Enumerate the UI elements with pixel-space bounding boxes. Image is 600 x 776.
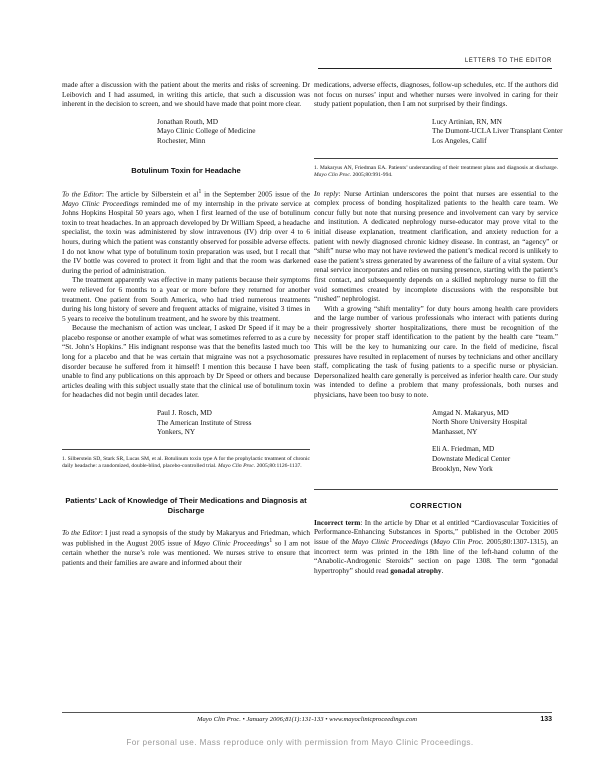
letter-paragraph: To the Editor: I just read a synopsis of the study by Makaryus and Friedman, which was published in the August 2005 issue of Mayo Clinic Proceedings$^1$ so I am not certain whether the nurse’s role was mentioned. We nurses strive to ensure that patients and their families are aware and informed about their [62,527,310,568]
letter-paragraph: To the Editor: The article by Silberstein et $al^1$ in the September 2005 issue of the Mayo Clinic Proceedings reminded me of my internship in the private service at Johns Hopkins Hospital 50 years ago, when I first learned of the use of botulinum toxin to treat headaches. In an approach developed by Dr William Speed, a headache specialist, the toxin was administered by slow intravenous (IV) drip over 4 to 6 hours, during which the patient was constantly observed for possible adverse effects. I do not know what type of botulinum toxin preparation was used, but I recall that the IV bottle was covered to protect it from light and that the room was darkened during the period of administration. [62,188,310,275]
footer-rule [62,712,552,713]
reference-rule [62,449,310,450]
signature-name: Jonathan Routh, MD [157,116,219,126]
reference-item: 1. Makaryus AN, Friedman EA. Patients’ understanding of their treatment plans and diagnosis at discharge. Mayo Clin Proc. 2005;80:991-994. [314,164,558,178]
signature-location: Los Angeles, Calif [432,135,487,145]
letter-paragraph: The treatment apparently was effective in many patients because their symptoms were relieved for 6 months to a year or more before they returned for another treatment. One patient from South America, who had tried numerous treatments during his long history of severe and frequent attacks of migraine, visited 3 times in 5 years to receive the botulinum treatment, and he swore by this treatment. [62,275,310,323]
signature-affiliation: The American Institute of Stress [157,417,252,427]
correction-rule [314,489,558,490]
signature-location: Brooklyn, New York [432,463,493,473]
journal-name: Mayo Clinic Proceedings [62,198,139,208]
signature-affiliation: North Shore University Hospital [432,417,528,427]
signature-location: Manhasset, NY [432,426,478,436]
signature-name: Paul J. Rosch, MD [157,408,212,418]
signature-artinian [432,116,563,146]
signature-routh [157,117,310,146]
page-footer [62,716,552,723]
correction-lead: Incorrect term [314,517,361,527]
signature-location: Yonkers, NY [157,427,196,437]
signature-name: Amgad N. Makaryus, MD [432,407,509,417]
signature-name: Eli A. Friedman, MD [432,444,495,454]
right-column [314,80,563,575]
continued-paragraph: medications, adverse effects, diagnoses, follow-up schedules, etc. If the authors did not focus on nurses’ input and whether nurses were involved in caring for their study patient population, then I am not surprised by their findings. [314,80,558,109]
page-number: 133 [540,716,552,723]
reply-lead: In reply [314,188,339,198]
citation-superscript: 1 [198,188,202,195]
signature-name: Lucy Artinian, RN, MN [432,116,502,126]
reference-item: 1. Silberstein SD, Stark SR, Lucas SM, et al. Botulinum toxin type A for the prophylactic treatment of chronic daily headache: a randomized, double-blind, placebo-controlled trial. Mayo Clin Proc. 2005;80:1126-1137. [62,455,310,469]
salutation: To the Editor [62,188,102,198]
reference-rule [314,158,558,159]
usage-watermark: For personal use. Mass reproduce only with permission from Mayo Clinic Proceedings. [126,738,474,747]
signature-friedman [432,444,558,473]
footer-citation: Mayo Clin Proc. • January 2006;81(1):131-133 • www.mayoclinicproceedings.com [196,716,418,723]
letter-title-botulinum: Botulinum Toxin for Headache [131,165,241,175]
reply-paragraph: In reply: Nurse Artinian underscores the point that nurses are essential to the complex process of bonding hospitalized patients to the health care team. We concur fully but note that nursing presence and involvement can vary by service and institution. A dedicated nephrology nurse-educator may prove vital to the initial disease explanation, treatment clarification, and anxiety reduction for a patient with newly diagnosed chronic kidney disease. In contrast, an “agency” or “shift” nurse who may not have reviewed the patient’s medical record is unlikely to ease the patient’s stress generated by awareness of the failure of a vital system. Our renal service incorporates and relies on nursing presence, starting with the patient’s first contact, and subsequently depends on a skilled nephrology nurse to fill the void sometimes created by incomplete discussions with the responsible but “rushed” nephrologist. [314,188,558,304]
correction-title: CORRECTION [409,503,463,511]
left-column [62,80,310,568]
journal-name: Mayo Clinic Proceedings [193,538,270,548]
signature-affiliation: Mayo Clinic College of Medicine [157,126,256,136]
signature-makaryus [432,408,558,437]
continued-paragraph: made after a discussion with the patient about the merits and risks of screening. Dr Leibovich and I had assumed, in writing this article, that such a discussion was inherent in the decision to screen, and we should have made that point more clear. [62,80,310,109]
running-head: LETTERS TO THE EDITOR [464,58,552,64]
signature-affiliation: The Dumont-UCLA Liver Transplant Center [432,126,563,136]
citation-superscript: 1 [269,538,273,545]
corrected-term: gonadal atrophy [390,565,442,575]
letter-title-patients: Patients’ Lack of Knowledge of Their Medications and Diagnosis at Discharge [65,495,307,515]
signature-location: Rochester, Minn [157,135,206,145]
letter-paragraph: Because the mechanism of action was unclear, I asked Dr Speed if it may be a placebo response or another example of what was sometimes referred to as a cure by “St. John’s Hopkins.” His indignant response was that the benefits lasted much too long for a placebo and that he was certain that migraine was not a psychosomatic disorder because he suffered from it himself! I mention this because I have been unable to find any publications on this approach by Dr Speed or others and because articles dealing with this subject usually state that the clinical use of botulinum toxin for headaches did not begin until decades later. [62,323,310,400]
header-rule [318,68,552,69]
salutation: To the Editor [62,527,101,537]
reply-paragraph: With a growing “shift mentality” for duty hours among health care providers and the large number of various professionals who interact with patients during their progressively shorter hospitalizations, there must be recognition of the necessity for proper staff identification to the patient by the health care “team.” This will be the key to humanizing our care. In the field of medicine, fiscal pressures have resulted in replacement of nurses by technicians and other ancillary staff, complicating the task of fusing patients to a specific nurse or physician. Depersonalized health care generally is perceived as inferior health care. Our study was intended to define a problem that many professionals, both nurses and physicians, have been too busy to note. [314,303,558,400]
signature-affiliation: Downstate Medical Center [432,454,511,463]
correction-paragraph: Incorrect term: In the article by Dhar et al entitled “Cardiovascular Toxicities of Performance-Enhancing Substances in Sports,” published in the October 2005 issue of the Mayo Clinic Proceedings (Mayo Clin Proc. 2005;80:1307-1315), an incorrect term was printed in the 18th line of the left-hand column of the “Anabolic-Androgenic Steroids” section on page 1308. The term “gonadal hypertrophy” should read gonadal atrophy. [314,517,558,575]
signature-rosch [157,408,310,437]
